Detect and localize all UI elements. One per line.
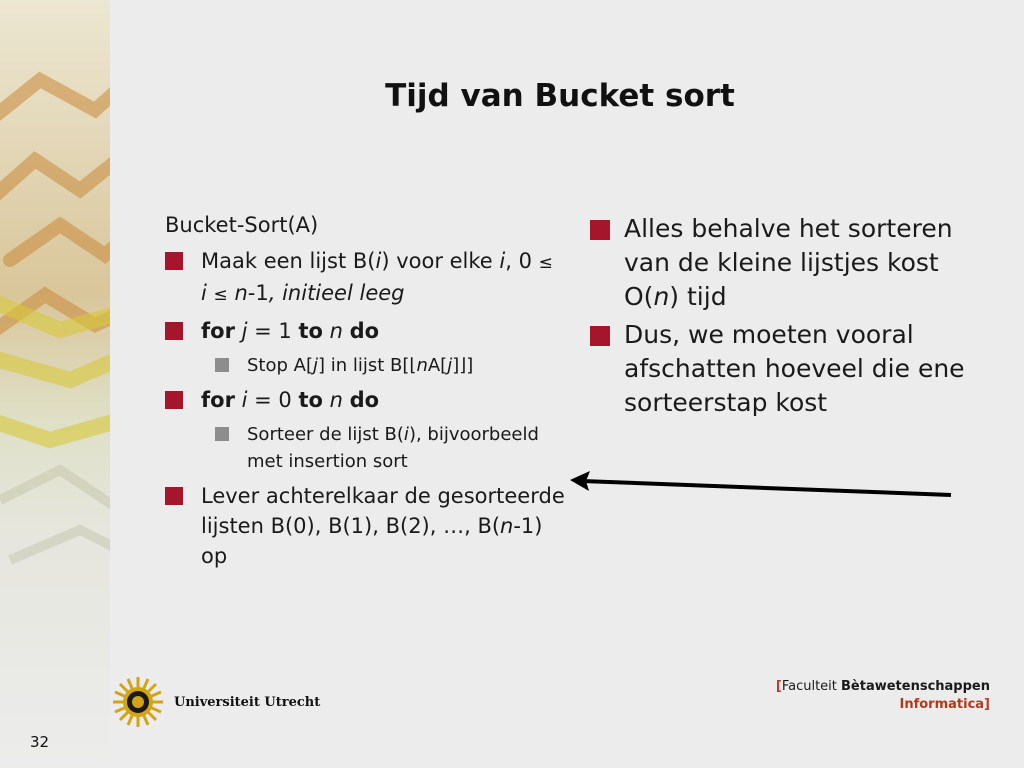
list-item [590, 318, 1000, 420]
sub-bullet-square-icon [215, 427, 229, 441]
sub-bullet-text: Stop A[j] in lijst B[⌊nA[j]⌋] [247, 355, 474, 376]
list-item [165, 385, 565, 415]
bullet-square-icon [165, 487, 183, 505]
university-logo [112, 676, 320, 728]
slide-title: Tijd van Bucket sort [385, 78, 735, 114]
pointer-arrow-icon [560, 462, 960, 507]
faculty-label: [Faculteit Bètawetenschappen Informatica] [775, 679, 990, 712]
list-item [165, 316, 565, 346]
bullet-text: for i = 0 to n do [201, 388, 380, 412]
bullet-square-icon [165, 322, 183, 340]
bullet-square-icon [590, 220, 610, 240]
pseudocode-column [165, 210, 565, 577]
bullet-text: Alles behalve het sorteren van de kleine lijstjes kost O(n) tijd [624, 214, 953, 311]
sub-bullet-square-icon [215, 358, 229, 372]
sub-list-item [215, 352, 565, 379]
sub-bullet-text: Sorteer de lijst B(i), bijvoorbeeld met insertion sort [247, 424, 539, 472]
list-item [165, 246, 565, 310]
sub-list-item [215, 421, 565, 475]
university-name: Universiteit Utrecht [174, 694, 321, 710]
bullet-square-icon [165, 391, 183, 409]
sun-seal-icon [112, 676, 164, 728]
bullet-text: for j = 1 to n do [201, 319, 380, 343]
page-number: 32 [30, 733, 50, 751]
bullet-text: Lever achterelkaar de gesorteerde lijsten B(0), B(1), B(2), …, B(n-1) op [201, 484, 565, 568]
explanation-column [590, 212, 1000, 424]
list-item [165, 481, 565, 571]
bullet-square-icon [590, 326, 610, 346]
list-item [590, 212, 1000, 314]
bullet-square-icon [165, 252, 183, 270]
bullet-text: Dus, we moeten vooral afschatten hoeveel die ene sorteerstap kost [624, 320, 965, 417]
bullet-text: Maak een lijst B(i) voor elke i, 0 ≤ i ≤ n-1, initieel leeg [201, 249, 553, 305]
algorithm-heading: Bucket-Sort(A) [165, 213, 319, 237]
